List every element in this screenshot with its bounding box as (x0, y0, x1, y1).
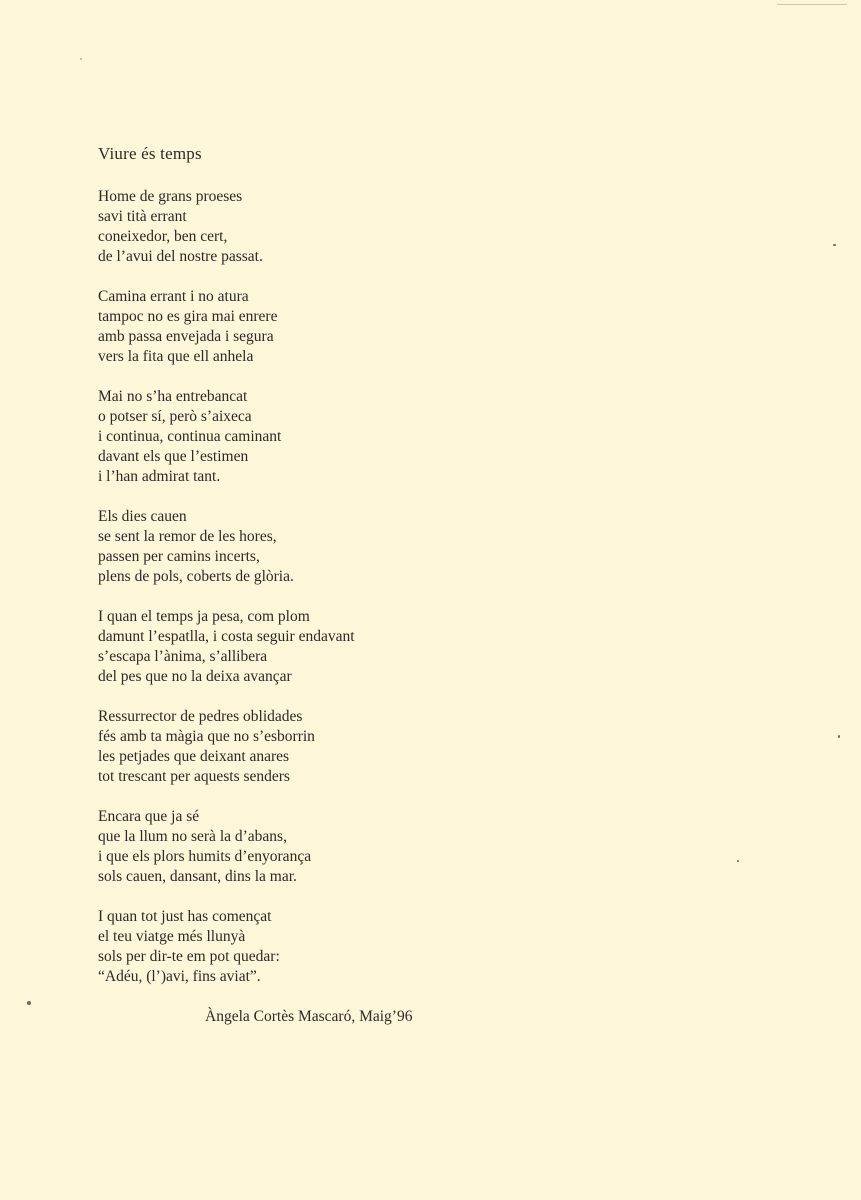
poem-line: “Adéu, (l’)avi, fins aviat”. (98, 968, 261, 985)
poem-line: o potser sí, però s’aixeca (98, 408, 252, 425)
poem-line: amb passa envejada i segura (98, 328, 274, 345)
poem-line: Home de grans proeses (98, 188, 243, 205)
poem-line: damunt l’espatlla, i costa seguir endavant (98, 628, 355, 645)
stanza-7 (98, 807, 355, 887)
paper-speck (838, 735, 840, 738)
poem-line: i continua, continua caminant (98, 428, 282, 445)
poem-line: sols cauen, dansant, dins la mar. (98, 868, 297, 885)
poem-line: tot trescant per aquests senders (98, 768, 290, 785)
poem-line: davant els que l’estimen (98, 448, 249, 465)
poem-line: el teu viatge més llunyà (98, 928, 246, 945)
poem-body (98, 187, 355, 1007)
poem-line: I quan el temps ja pesa, com plom (98, 608, 310, 625)
stanza-8 (98, 907, 355, 987)
poem-line: Camina errant i no atura (98, 288, 249, 305)
poem-line: Ressurrector de pedres oblidades (98, 708, 303, 725)
poem-line: Els dies cauen (98, 508, 187, 525)
poem-line: tampoc no es gira mai enrere (98, 308, 278, 325)
poem-line: i que els plors humits d’enyorança (98, 848, 312, 865)
stanza-2 (98, 287, 355, 367)
poem-line: s’escapa l’ànima, s’allibera (98, 648, 268, 665)
poem-line: passen per camins incerts, (98, 548, 260, 565)
poem-line: de l’avui del nostre passat. (98, 248, 263, 265)
paper-speck (833, 244, 836, 246)
poem-line: fés amb ta màgia que no s’esborrin (98, 728, 315, 745)
page-edge-line (777, 4, 847, 5)
stanza-3 (98, 387, 355, 487)
poem-line: se sent la remor de les hores, (98, 528, 277, 545)
poem-line: savi tità errant (98, 208, 187, 225)
poem-line: Encara que ja sé (98, 808, 200, 825)
stanza-6 (98, 707, 355, 787)
paper-speck (80, 58, 82, 60)
poem-line: que la llum no serà la d’abans, (98, 828, 287, 845)
paper-speck (27, 1001, 31, 1005)
poem-line: Mai no s’ha entrebancat (98, 388, 248, 405)
poem-line: vers la fita que ell anhela (98, 348, 254, 365)
poem-line: plens de pols, coberts de glòria. (98, 568, 294, 585)
stanza-5 (98, 607, 355, 687)
poem-line: del pes que no la deixa avançar (98, 668, 292, 685)
poem-line: coneixedor, ben cert, (98, 228, 228, 245)
stanza-1 (98, 187, 355, 267)
poem-line: i l’han admirat tant. (98, 468, 221, 485)
poem-line: sols per dir-te em pot quedar: (98, 948, 280, 965)
poem-title: Viure és temps (98, 144, 202, 163)
stanza-4 (98, 507, 355, 587)
poem-line: les petjades que deixant anares (98, 748, 290, 765)
paper-speck (737, 860, 739, 862)
author-signature: Àngela Cortès Mascaró, Maig’96 (205, 1008, 413, 1025)
poem-line: I quan tot just has començat (98, 908, 272, 925)
